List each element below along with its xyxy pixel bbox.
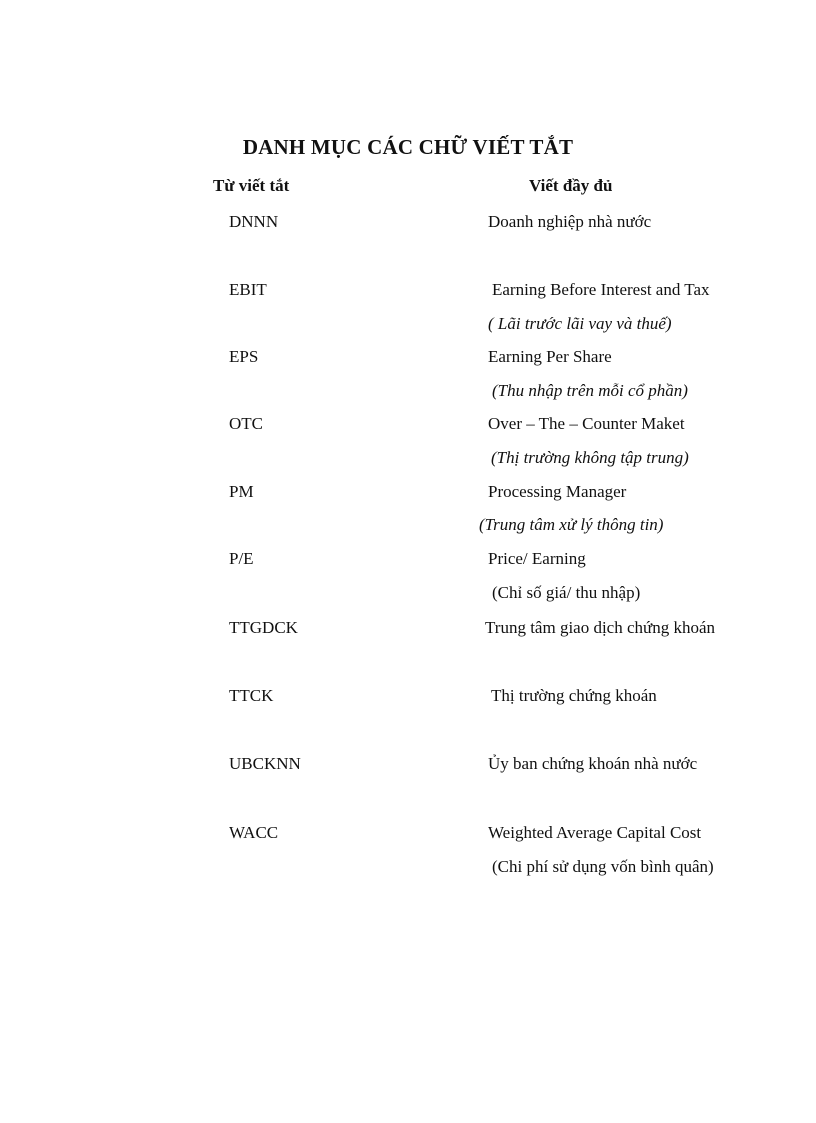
abbreviation-ttck: TTCK <box>229 686 274 705</box>
abbreviation-otc: OTC <box>229 414 263 433</box>
abbreviation-ubcknn: UBCKNN <box>229 754 301 773</box>
full-form-pe: Price/ Earning <box>488 549 586 568</box>
full-form-eps: Earning Per Share <box>488 347 612 366</box>
translation-pe: (Chỉ số giá/ thu nhập) <box>492 583 641 602</box>
page-title: DANH MỤC CÁC CHỮ VIẾT TẮT <box>242 135 574 159</box>
translation-ebit: ( Lãi trước lãi vay và thuế) <box>488 314 672 333</box>
translation-pm: (Trung tâm xử lý thông tin) <box>479 515 664 534</box>
translation-otc: (Thị trường không tập trung) <box>491 448 689 467</box>
translation-wacc: (Chi phí sử dụng vốn bình quân) <box>492 857 714 876</box>
abbreviation-eps: EPS <box>229 347 259 366</box>
abbreviation-wacc: WACC <box>229 823 279 842</box>
full-form-ubcknn: Ủy ban chứng khoán nhà nước <box>488 754 698 773</box>
abbreviation-column-header: Từ viết tắt <box>213 176 290 195</box>
full-form-column-header: Viết đầy đủ <box>529 176 613 195</box>
full-form-dnnn: Doanh nghiệp nhà nước <box>488 212 652 231</box>
abbreviation-pm: PM <box>229 482 254 501</box>
abbreviation-pe: P/E <box>229 549 254 568</box>
abbreviation-ttgdck: TTGDCK <box>229 618 298 637</box>
full-form-wacc: Weighted Average Capital Cost <box>488 823 702 842</box>
full-form-otc: Over – The – Counter Maket <box>488 414 685 433</box>
abbreviation-dnnn: DNNN <box>229 212 279 231</box>
full-form-pm: Processing Manager <box>488 482 627 501</box>
translation-eps: (Thu nhập trên mỗi cổ phần) <box>492 381 688 400</box>
full-form-ebit: Earning Before Interest and Tax <box>492 280 710 299</box>
abbreviation-ebit: EBIT <box>229 280 267 299</box>
full-form-ttgdck: Trung tâm giao dịch chứng khoán <box>485 618 716 637</box>
full-form-ttck: Thị trường chứng khoán <box>491 686 657 705</box>
